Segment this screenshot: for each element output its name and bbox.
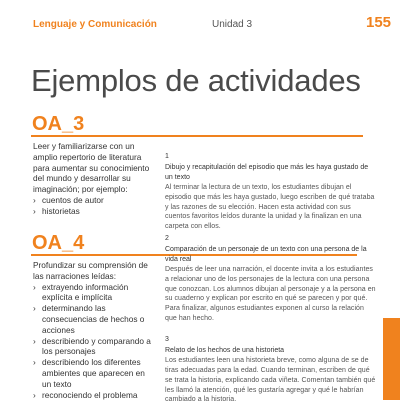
subject-label: Lenguaje y Comunicación: [33, 19, 157, 30]
bullet-icon: ›: [33, 205, 36, 216]
list-item-text: describiendo y comparando a los personajes: [42, 335, 151, 357]
bullet-icon: ›: [33, 389, 36, 400]
page-title: Ejemplos de actividades: [31, 63, 361, 98]
activity-number: 2: [165, 235, 169, 242]
oa3-divider: [31, 135, 363, 137]
list-item: [33, 195, 151, 206]
oa3-heading: OA_3: [32, 113, 85, 135]
list-item-text: historietas: [42, 205, 80, 216]
activity-heading: Dibujo y recapitulación del episodio que más les haya gustado de un texto: [165, 163, 369, 181]
activity-1: [165, 152, 377, 232]
activity-body: Los estudiantes leen una historieta breve, como alguna de se de tiras adecuadas para la edad. Cuando terminan, escriben de qué se trata la historia, explicando cada viñeta. Comentan también qué les llamó la atención, qué les gustaría agregar y qué le habrían cambiado a la historia.: [165, 356, 376, 404]
list-item: [33, 390, 151, 401]
oa4-heading: OA_4: [32, 232, 85, 254]
list-item: [33, 282, 151, 304]
page-header: [0, 14, 400, 34]
page-number: 155: [366, 14, 392, 31]
bullet-icon: ›: [33, 194, 36, 205]
activity-heading: Comparación de un personaje de un texto con una persona de la vida real: [165, 245, 367, 263]
list-item-text: extrayendo información explícita e implícita: [42, 281, 129, 303]
oa3-intro: Leer y familiarizarse con un amplio repertorio de literatura para aumentar su conocimiento del mundo y desarrollar su imaginación; por ejemplo:: [33, 141, 150, 195]
side-tab-marker: [383, 318, 400, 400]
activity-body: Al terminar la lectura de un texto, los estudiantes dibujan el episodio que más les haya gustado, luego escriben de qué trataba y las razones de su elección. Hacen esta actividad con sus cuentos favoritos leídos durante la unidad y la finalizan en una carpeta con ellos.: [165, 183, 375, 231]
oa4-list: [33, 282, 151, 401]
list-item: [33, 303, 151, 335]
oa3-objective: [33, 141, 151, 217]
bullet-icon: ›: [33, 303, 36, 314]
bullet-icon: ›: [33, 281, 36, 292]
oa3-list: [33, 195, 151, 217]
list-item: [33, 357, 151, 389]
list-item: [33, 206, 151, 217]
bullet-icon: ›: [33, 335, 36, 346]
list-item: [33, 336, 151, 358]
list-item-text: describiendo los diferentes ambientes que aparecen en un texto: [42, 357, 145, 389]
activity-heading: Relato de los hechos de una historieta: [165, 346, 285, 354]
list-item-text: cuentos de autor: [42, 194, 104, 205]
activity-number: 3: [165, 336, 169, 343]
unit-label: Unidad 3: [212, 19, 253, 30]
oa4-intro: Profundizar su comprensión de las narraciones leídas:: [33, 260, 148, 281]
activity-3: [165, 335, 377, 405]
activity-body: Después de leer una narración, el docente invita a los estudiantes a relacionar uno de los personajes de la lectura con una persona que conozcan. Los alumnos dibujan al personaje y a la persona en su cuaderno y explican por escrito en qué se parecen y por qué. Para finalizar, algunos estudiantes exponen al curso la relación que han hecho.: [165, 265, 376, 323]
list-item-text: determinando las consecuencias de hechos o acciones: [42, 303, 145, 335]
oa4-objective: [33, 260, 151, 400]
bullet-icon: ›: [33, 357, 36, 368]
activity-number: 1: [165, 153, 169, 160]
list-item-text: reconociendo el problema: [42, 389, 138, 400]
activity-2: [165, 234, 377, 324]
